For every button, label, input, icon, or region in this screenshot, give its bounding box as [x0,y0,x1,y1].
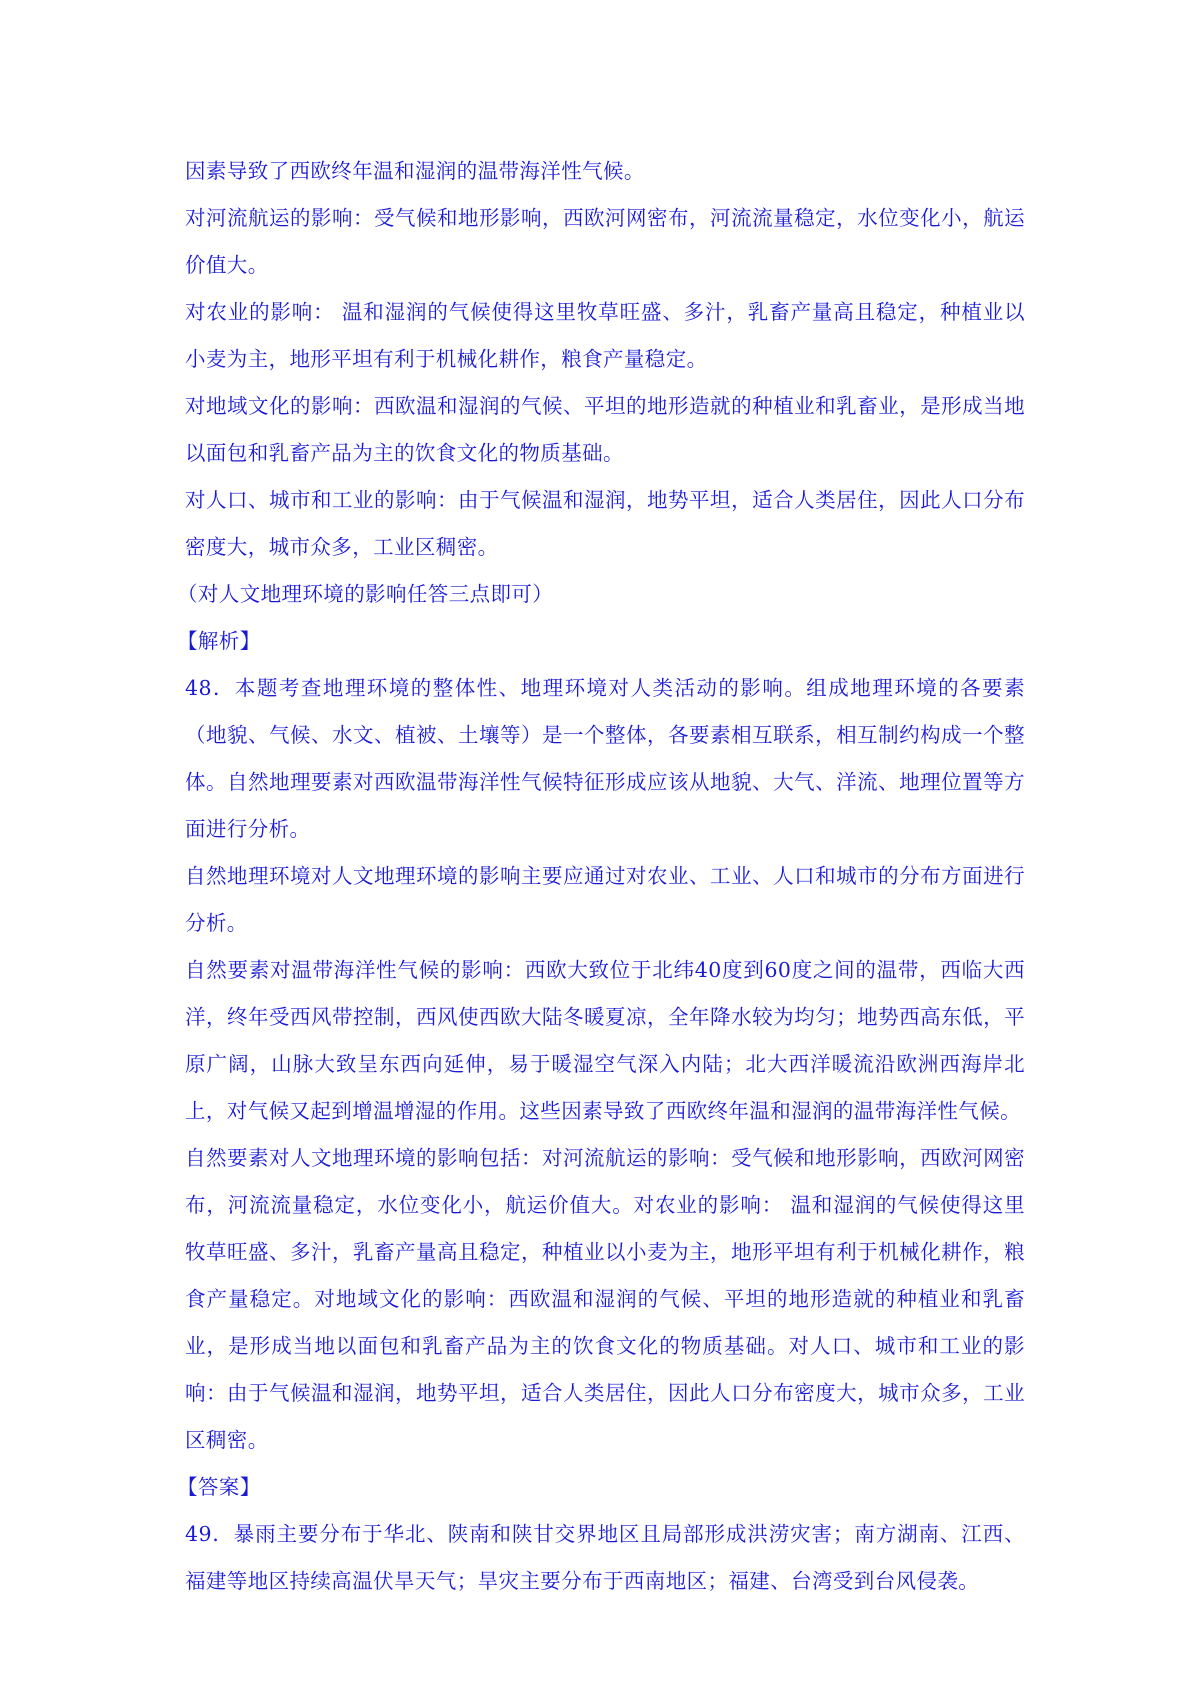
section-heading-analysis: 【解析】 [177,629,261,653]
paragraph-question-49-answer: 49．暴雨主要分布于华北、陕南和陕甘交界地区且局部形成洪涝灾害；南方湖南、江西、福建等地区持续高温伏旱天气；旱灾主要分布于西南地区；福建、台湾受到台风侵袭。 [185,1522,1025,1593]
paragraph-question-48-analysis: 48．本题考查地理环境的整体性、地理环境对人类活动的影响。组成地理环境的各要素（地貌、气候、水文、植被、土壤等）是一个整体，各要素相互联系，相互制约构成一个整体。自然地理要素对西欧温带海洋性气候特征形成应该从地貌、大气、洋流、地理位置等方面进行分析。 [185,676,1025,841]
paragraph-regional-culture: 对地域文化的影响：西欧温和湿润的气候、平坦的地形造就的种植业和乳畜业，是形成当地以面包和乳畜产品为主的饮食文化的物质基础。 [185,394,1025,465]
paragraph-agriculture: 对农业的影响： 温和湿润的气候使得这里牧草旺盛、多汁，乳畜产量高且稳定，种植业以小麦为主，地形平坦有利于机械化耕作，粮食产量稳定。 [185,300,1025,371]
paragraph-climate-conclusion: 因素导致了西欧终年温和湿润的温带海洋性气候。 [185,159,645,183]
document-body [177,148,1025,1605]
section-heading-answer: 【答案】 [177,1475,261,1499]
paragraph-natural-factors-climate: 自然要素对温带海洋性气候的影响：西欧大致位于北纬40度到60度之间的温带，西临大西洋，终年受西风带控制，西风使西欧大陆冬暖夏凉，全年降水较为均匀；地势西高东低，平原广阔，山脉大致呈东西向延伸，易于暖湿空气深入内陆；北大西洋暖流沿欧洲西海岸北上，对气候又起到增温增湿的作用。这些因素导致了西欧终年温和湿润的温带海洋性气候。 [185,958,1025,1123]
paragraph-natural-to-human-environment: 自然地理环境对人文地理环境的影响主要应通过对农业、工业、人口和城市的分布方面进行分析。 [185,864,1025,935]
paragraph-population-city-industry: 对人口、城市和工业的影响：由于气候温和湿润，地势平坦，适合人类居住，因此人口分布密度大，城市众多，工业区稠密。 [185,488,1025,559]
paragraph-river-navigation: 对河流航运的影响：受气候和地形影响，西欧河网密布，河流流量稳定，水位变化小，航运价值大。 [185,206,1025,277]
paragraph-answer-note: （对人文地理环境的影响任答三点即可） [177,582,554,606]
paragraph-natural-factors-human-environment: 自然要素对人文地理环境的影响包括：对河流航运的影响：受气候和地形影响，西欧河网密布，河流流量稳定，水位变化小，航运价值大。对农业的影响： 温和湿润的气候使得这里牧草旺盛、多汁，乳畜产量高且稳定，种植业以小麦为主，地形平坦有利于机械化耕作，粮食产量稳定。对地域文化的影响：西欧温和湿润的气候、平坦的地形造就的种植业和乳畜业，是形成当地以面包和乳畜产品为主的饮食文化的物质基础。对人口、城市和工业的影响：由于气候温和湿润，地势平坦，适合人类居住，因此人口分布密度大，城市众多，工业区稠密。 [185,1146,1025,1452]
